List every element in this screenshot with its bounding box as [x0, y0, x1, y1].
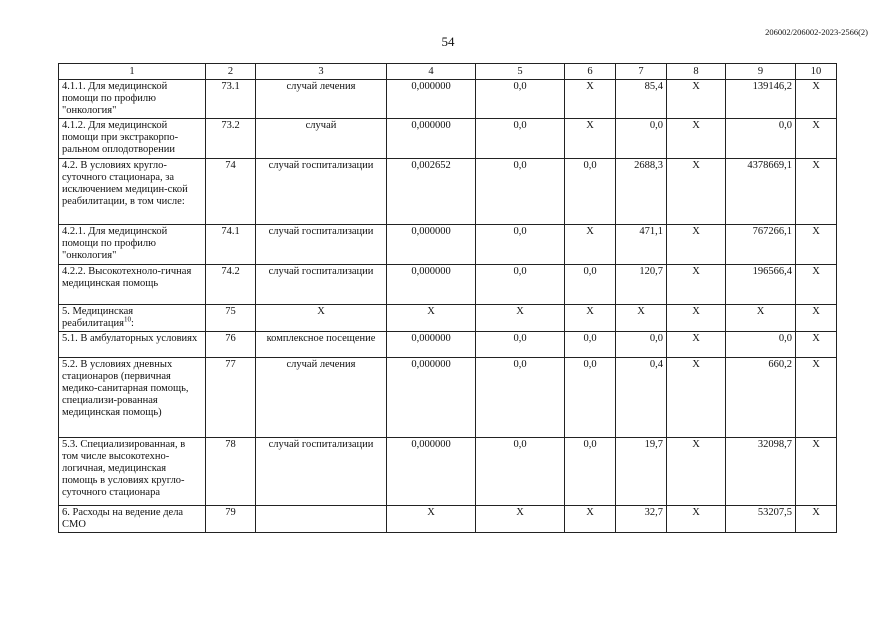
row-code: 79 — [206, 506, 256, 533]
cell-col8: X — [667, 159, 726, 225]
cell-col8: X — [667, 80, 726, 119]
row-unit: комплексное посещение — [256, 332, 387, 358]
cell-col10: X — [796, 225, 837, 265]
cell-col6: 0,0 — [565, 265, 616, 305]
cell-col9: X — [726, 305, 796, 332]
row-name-suffix: : — [130, 318, 134, 329]
table-row — [59, 159, 837, 225]
row-name: 5.1. В амбулаторных условиях — [59, 332, 206, 358]
cell-col7: 85,4 — [616, 80, 667, 119]
cell-col6: 0,0 — [565, 438, 616, 506]
cell-col8: X — [667, 358, 726, 438]
cell-col6: X — [565, 225, 616, 265]
header-cell: 9 — [726, 64, 796, 80]
table-row — [59, 225, 837, 265]
header-cell: 2 — [206, 64, 256, 80]
row-name: 6. Расходы на ведение дела СМО — [59, 506, 206, 533]
cell-col7: 32,7 — [616, 506, 667, 533]
header-row — [59, 64, 837, 80]
cell-col4: 0,000000 — [387, 332, 476, 358]
cell-col6: 0,0 — [565, 332, 616, 358]
cell-col9: 53207,5 — [726, 506, 796, 533]
row-unit: случай лечения — [256, 80, 387, 119]
row-code: 74.1 — [206, 225, 256, 265]
cell-col8: X — [667, 332, 726, 358]
cell-col5: 0,0 — [476, 438, 565, 506]
cell-col6: X — [565, 506, 616, 533]
cell-col9: 660,2 — [726, 358, 796, 438]
header-cell: 4 — [387, 64, 476, 80]
cell-col8: X — [667, 438, 726, 506]
row-code: 74.2 — [206, 265, 256, 305]
row-name: 4.1.2. Для медицинской помощи при экстракорпо-ральном оплодотворении — [59, 119, 206, 159]
cell-col10: X — [796, 358, 837, 438]
table-row — [59, 119, 837, 159]
table-row — [59, 80, 837, 119]
cell-col8: X — [667, 119, 726, 159]
document-code: 206002/206002-2023-2566(2) — [765, 27, 868, 37]
cell-col4: 0,000000 — [387, 119, 476, 159]
row-unit: случай госпитализации — [256, 265, 387, 305]
row-name: 5.2. В условиях дневных стационаров (первичная медико-санитарная помощь, специализи-рованная медицинская помощь) — [59, 358, 206, 438]
row-code: 78 — [206, 438, 256, 506]
cell-col4: 0,000000 — [387, 265, 476, 305]
header-cell: 1 — [59, 64, 206, 80]
cell-col7: 0,0 — [616, 332, 667, 358]
header-cell: 6 — [565, 64, 616, 80]
cell-col5: 0,0 — [476, 119, 565, 159]
row-name — [59, 305, 206, 332]
cell-col10: X — [796, 332, 837, 358]
cell-col6: 0,0 — [565, 358, 616, 438]
cell-col9: 32098,7 — [726, 438, 796, 506]
row-code: 75 — [206, 305, 256, 332]
cell-col5: 0,0 — [476, 265, 565, 305]
row-unit: случай госпитализации — [256, 225, 387, 265]
cell-col9: 4378669,1 — [726, 159, 796, 225]
cell-col9: 0,0 — [726, 119, 796, 159]
cell-col8: X — [667, 305, 726, 332]
data-table — [58, 63, 837, 533]
cell-col7: 0,4 — [616, 358, 667, 438]
cell-col7: 120,7 — [616, 265, 667, 305]
cell-col8: X — [667, 225, 726, 265]
row-unit: случай — [256, 119, 387, 159]
cell-col10: X — [796, 438, 837, 506]
row-code: 74 — [206, 159, 256, 225]
cell-col9: 139146,2 — [726, 80, 796, 119]
row-code: 73.1 — [206, 80, 256, 119]
cell-col9: 196566,4 — [726, 265, 796, 305]
table-row — [59, 265, 837, 305]
cell-col5: 0,0 — [476, 332, 565, 358]
table-row — [59, 305, 837, 332]
row-unit: случай госпитализации — [256, 438, 387, 506]
row-unit: X — [256, 305, 387, 332]
cell-col6: 0,0 — [565, 159, 616, 225]
row-code: 73.2 — [206, 119, 256, 159]
cell-col10: X — [796, 265, 837, 305]
row-unit — [256, 506, 387, 533]
cell-col5: 0,0 — [476, 159, 565, 225]
cell-col10: X — [796, 506, 837, 533]
row-name: 4.2.2. Высокотехноло-гичная медицинская помощь — [59, 265, 206, 305]
cell-col5: 0,0 — [476, 80, 565, 119]
row-unit: случай лечения — [256, 358, 387, 438]
header-cell: 7 — [616, 64, 667, 80]
cell-col8: X — [667, 506, 726, 533]
cell-col10: X — [796, 305, 837, 332]
cell-col6: X — [565, 119, 616, 159]
header-cell: 5 — [476, 64, 565, 80]
row-unit: случай госпитализации — [256, 159, 387, 225]
footnote-mark: 10 — [123, 315, 131, 324]
cell-col4: 0,000000 — [387, 80, 476, 119]
cell-col6: X — [565, 80, 616, 119]
cell-col4: X — [387, 506, 476, 533]
cell-col7: 19,7 — [616, 438, 667, 506]
cell-col5: 0,0 — [476, 225, 565, 265]
cell-col4: X — [387, 305, 476, 332]
cell-col6: X — [565, 305, 616, 332]
cell-col4: 0,000000 — [387, 225, 476, 265]
cell-col9: 0,0 — [726, 332, 796, 358]
row-name: 4.2.1. Для медицинской помощи по профилю "онкология" — [59, 225, 206, 265]
header-cell: 8 — [667, 64, 726, 80]
table-row — [59, 506, 837, 533]
cell-col5: 0,0 — [476, 358, 565, 438]
cell-col7: 0,0 — [616, 119, 667, 159]
header-cell: 3 — [256, 64, 387, 80]
table-row — [59, 438, 837, 506]
row-name: 4.2. В условиях кругло-суточного стационара, за исключением медицин-ской реабилитации, в том числе: — [59, 159, 206, 225]
row-name-text: 5. Медицинская реабилитация — [62, 306, 134, 329]
cell-col7: X — [616, 305, 667, 332]
row-code: 77 — [206, 358, 256, 438]
cell-col10: X — [796, 159, 837, 225]
cell-col4: 0,000000 — [387, 438, 476, 506]
cell-col9: 767266,1 — [726, 225, 796, 265]
table-row — [59, 332, 837, 358]
cell-col4: 0,000000 — [387, 358, 476, 438]
cell-col10: X — [796, 80, 837, 119]
page-number: 54 — [441, 34, 455, 49]
cell-col8: X — [667, 265, 726, 305]
table-row — [59, 358, 837, 438]
cell-col7: 2688,3 — [616, 159, 667, 225]
row-code: 76 — [206, 332, 256, 358]
cell-col4: 0,002652 — [387, 159, 476, 225]
header-cell: 10 — [796, 64, 837, 80]
row-name: 5.3. Специализированная, в том числе высокотехно-логичная, медицинская помощь в условиях кругло-суточного стационара — [59, 438, 206, 506]
row-name: 4.1.1. Для медицинской помощи по профилю "онкология" — [59, 80, 206, 119]
cell-col5: X — [476, 305, 565, 332]
cell-col10: X — [796, 119, 837, 159]
cell-col5: X — [476, 506, 565, 533]
cell-col7: 471,1 — [616, 225, 667, 265]
